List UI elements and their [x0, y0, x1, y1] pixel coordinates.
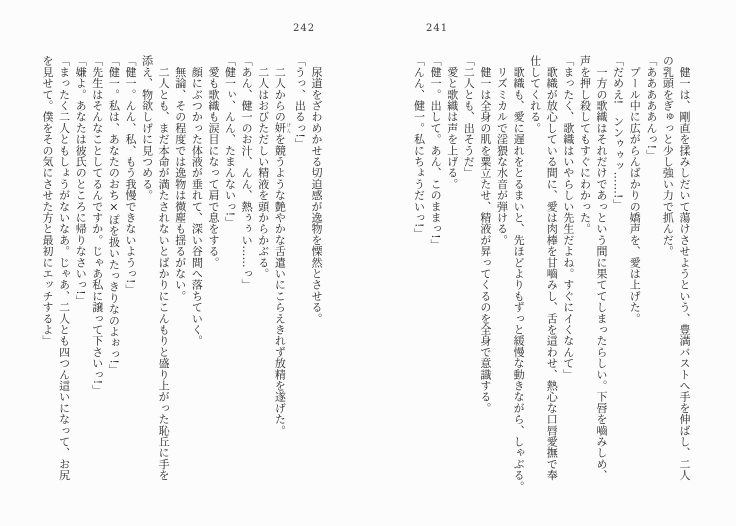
text-column: 「健一。出して。あん、このままっ!」: [429, 55, 443, 251]
text-column: 健一は、剛直を揉みしだいて蕩けさせようという、豊満バストへ手を伸ばし、二人: [678, 55, 691, 481]
book-page-right: [368, 0, 736, 526]
ruby-base: 妍: [273, 122, 287, 134]
text-column: 顔にぶつかった体液が垂れて、深い谷間へ落ちていく。: [190, 55, 204, 347]
text-column: 「二人とも、出そうだ」: [462, 55, 476, 179]
text-column: リズミカルで淫猥な水音が弾ける。: [495, 55, 509, 246]
text-column: 添え、物欲しげに見つめる。: [140, 55, 154, 201]
text-segment: 二人からの: [273, 55, 287, 123]
text-column: 歌織も、愛に遅れをとるまいと、先ほどよりもずっと緩慢な動きながら、しゃぶる。: [512, 55, 526, 492]
text-column: 仕してくれる。: [528, 55, 542, 134]
text-column: 健一は全身の肌を粟立たせ、精液が昇ってくるのを全身で意識する。: [478, 55, 492, 414]
ruby-annotation: [273, 122, 291, 134]
text-column: プール中に広がらんばかりの嬌声を、愛は上げた。: [628, 55, 642, 324]
text-column: 「健一ぃ、んん、たまんないっ!」: [223, 55, 237, 228]
text-column: [271, 55, 291, 487]
text-column: 無論、その程度では逸物は微塵も揺るがない。: [173, 55, 187, 302]
text-column: 「健一。んん、私、もう我慢できないようっ!」: [123, 55, 137, 295]
text-column: 「あああああんっ!」: [644, 55, 658, 161]
text-column: 二人とも、まだ本命が満たされないとばかりにこんもりと盛り上がった恥丘に手を: [157, 55, 171, 481]
text-block-right: [410, 55, 692, 492]
page-number-right: 241: [426, 23, 449, 34]
text-column: 「だめえ! ンンゥゥッ……!」: [611, 55, 625, 210]
text-column: の乳頭をぎゅっと少し強い力で抓んだ。: [661, 55, 675, 257]
text-column: 尿道をざわめかせる切迫感が逸物を慄然とさせる。: [310, 55, 323, 324]
text-column: 声を押し殺してもすぐにわかった。: [578, 55, 592, 235]
text-column: 愛も歌織も涙目になって肩で息をする。: [206, 55, 220, 268]
text-column: 「まったく、歌織はいやらしい先生だよね。すぐにイくなんて」: [561, 55, 575, 380]
text-column: 一方の歌織はそれだけであっという間に果ててしまったらしい。下唇を嚙みしめ、: [595, 55, 609, 481]
text-segment: を競うような艶やかな舌遣いにこらえきれず放精を遂げた。: [273, 133, 287, 436]
ruby-reading: けん: [285, 122, 291, 134]
text-column: 歌織が放心している間に、愛は肉棒を甘嚙みし、舌を這わせ、熱心な口唇愛撫で奉: [545, 55, 559, 481]
text-column: 愛と歌織は声を上げる。: [445, 55, 459, 190]
page-number-left: 242: [293, 23, 316, 34]
text-column: を見せて。僕をその気にさせた方と最初にエッチするよ」: [41, 55, 54, 347]
text-column: 「うっ、出るっ!」: [293, 55, 307, 150]
text-column: 「まったく二人ともしょうがないなあ。じゃあ、二人とも四つん這いになって、お尻: [57, 55, 71, 481]
text-column: 「あん、健一のお汁、んん、熱ぅぅい……っ」: [240, 55, 254, 291]
text-column: 二人はおびただしい精液を頭からかぶる。: [256, 55, 270, 279]
text-column: 「嫌よ。あなたは彼氏のところに帰りなさいっ!」: [74, 55, 88, 307]
text-column: 「んん、健一。私にちょうだいっ!」: [412, 55, 426, 239]
text-block-left: [38, 55, 324, 487]
text-column: 「健一。私は、あなたのおち×ぽを扱いたっきりなのよぉっ!」: [107, 55, 121, 376]
text-column: 「先生はそんなことしてるんですか。じゃあ私に譲って下さいっ!」: [90, 55, 104, 396]
